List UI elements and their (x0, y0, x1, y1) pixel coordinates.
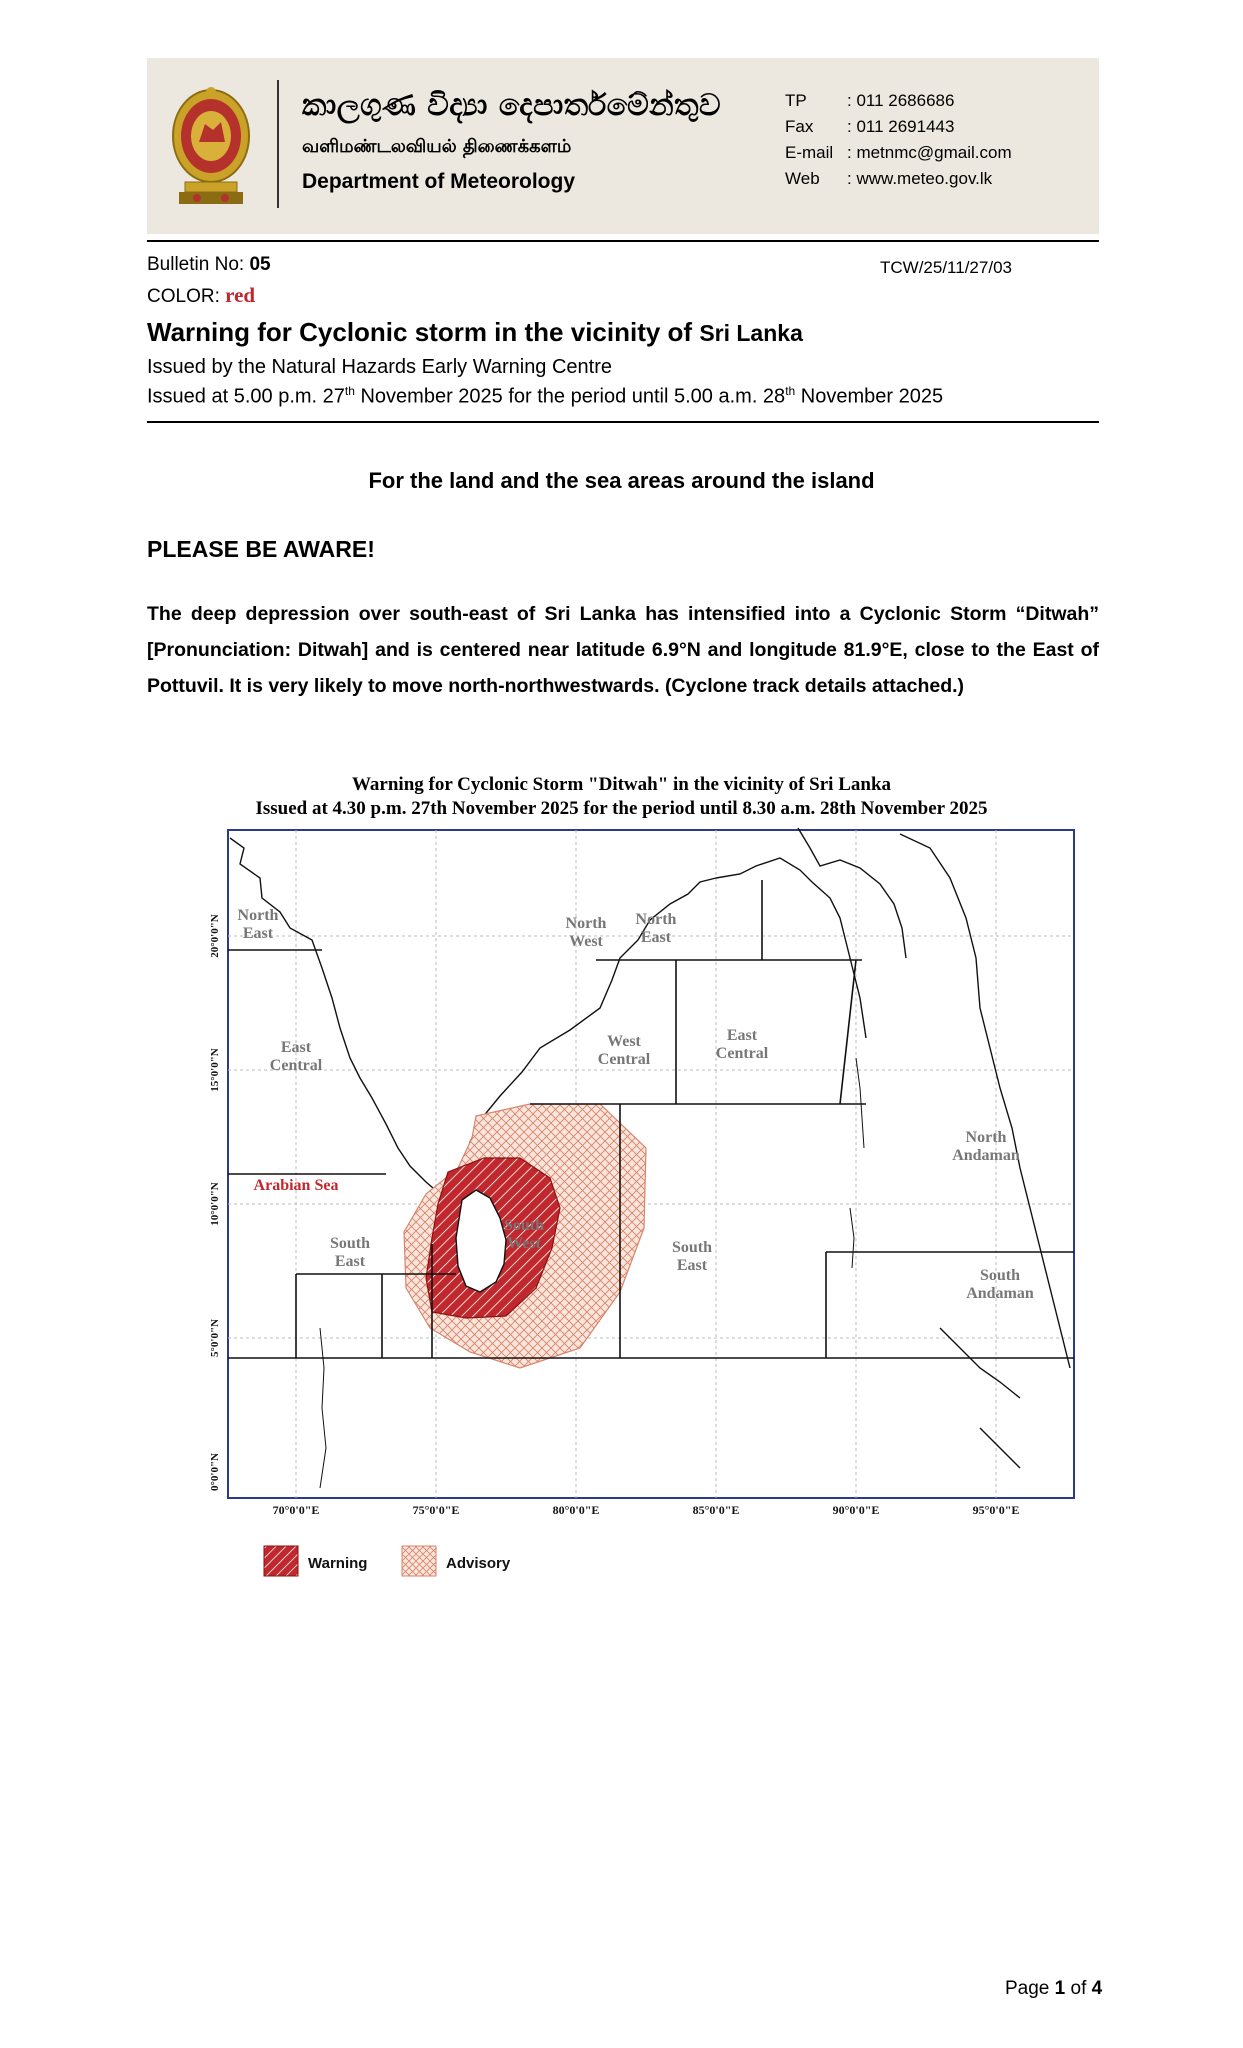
svg-text:80°0'0"E: 80°0'0"E (552, 1503, 600, 1517)
label-n-andaman: North Andaman (952, 1129, 1020, 1164)
legend-warning-label: Warning (308, 1555, 368, 1572)
subheading: For the land and the sea areas around the island (368, 468, 875, 493)
page-number: Page 1 of 4 (1005, 1978, 1103, 1999)
label-arabian-sea: Arabian Sea (253, 1177, 339, 1194)
label-wc-bay: West Central (597, 1033, 651, 1068)
contact-web: Web : www.meteo.gov.lk (785, 169, 993, 188)
svg-text:20°0'0"N: 20°0'0"N (209, 914, 221, 958)
warning-paragraph: The deep depression over south-east of Sri Lanka has intensified into a Cyclonic Storm “Ditwah” [Pronunciation: Ditwah] and is centered near latitude 6.9°N and longitude 81.9°E, close to the East of Pottuvil. It is very likely to move north-northwestwards. (Cyclone track details attached.) (147, 603, 1099, 697)
map-subtitle: Issued at 4.30 p.m. 27th November 2025 for the period until 8.30 a.m. 28th November 2025 (255, 798, 988, 819)
contact-tp: TP : 011 2686686 (785, 91, 955, 110)
svg-text:90°0'0"E: 90°0'0"E (832, 1503, 880, 1517)
legend-warning-swatch (264, 1546, 298, 1576)
svg-text:0°0'0"N: 0°0'0"N (209, 1452, 221, 1492)
sri-lanka-emblem-icon (169, 84, 253, 210)
contact-fax: Fax : 011 2691443 (785, 117, 955, 136)
title-rule (147, 421, 1099, 423)
color-value: red (225, 283, 256, 307)
svg-text:5°0'0"N: 5°0'0"N (209, 1318, 221, 1358)
bulletin-reference: TCW/25/11/27/03 (880, 258, 1012, 277)
map-title: Warning for Cyclonic Storm "Ditwah" in the vicinity of Sri Lanka (351, 774, 892, 795)
label-s-andaman: South Andaman (966, 1267, 1034, 1302)
label-sw-bay: South West (503, 1217, 545, 1252)
svg-text:70°0'0"E: 70°0'0"E (272, 1503, 320, 1517)
department-name-tamil: வளிமண்டலவியல் திணைக்களம் (302, 136, 572, 157)
label-ne-arabian: North East (237, 907, 279, 942)
bulletin-color: COLOR: red (147, 283, 256, 307)
label-ne-bay: North East (635, 911, 677, 946)
label-ec-bay: East Central (715, 1027, 769, 1062)
label-se-bay: South East (671, 1239, 713, 1274)
department-name-english: Department of Meteorology (302, 170, 576, 193)
bulletin-title: Warning for Cyclonic storm in the vicinity of Sri Lanka (147, 317, 803, 347)
bulletin-number: Bulletin No: 05 (147, 254, 271, 275)
contact-block (785, 88, 1012, 192)
legend-advisory-swatch (402, 1546, 436, 1576)
cyclone-warning-map (200, 808, 1100, 1528)
legend-advisory-label: Advisory (446, 1555, 511, 1572)
svg-text:95°0'0"E: 95°0'0"E (972, 1503, 1020, 1517)
svg-text:75°0'0"E: 75°0'0"E (412, 1503, 460, 1517)
header-rule (147, 240, 1099, 242)
y-axis-ticks (209, 914, 221, 1491)
aware-heading: PLEASE BE AWARE! (147, 536, 375, 562)
issued-at: Issued at 5.00 p.m. 27th November 2025 for the period until 5.00 a.m. 28th November 2025 (147, 384, 944, 408)
letterhead-divider (277, 80, 279, 208)
label-nw-bay: North West (565, 915, 607, 950)
department-name-sinhala: කාලගුණ විද්‍යා දෙපාර්තමේන්තුව (302, 88, 722, 123)
x-axis-ticks (273, 1503, 1020, 1517)
label-se-arabian: South East (329, 1235, 371, 1270)
label-ec-arabian: East Central (269, 1039, 323, 1074)
svg-text:15°0'0"N: 15°0'0"N (209, 1048, 221, 1092)
letterhead (147, 58, 1099, 234)
map-legend (262, 1540, 562, 1584)
issued-by: Issued by the Natural Hazards Early Warning Centre (147, 356, 613, 378)
contact-email: E-mail : metnmc@gmail.com (785, 143, 1012, 162)
svg-text:10°0'0"N: 10°0'0"N (209, 1182, 221, 1226)
svg-text:85°0'0"E: 85°0'0"E (692, 1503, 740, 1517)
